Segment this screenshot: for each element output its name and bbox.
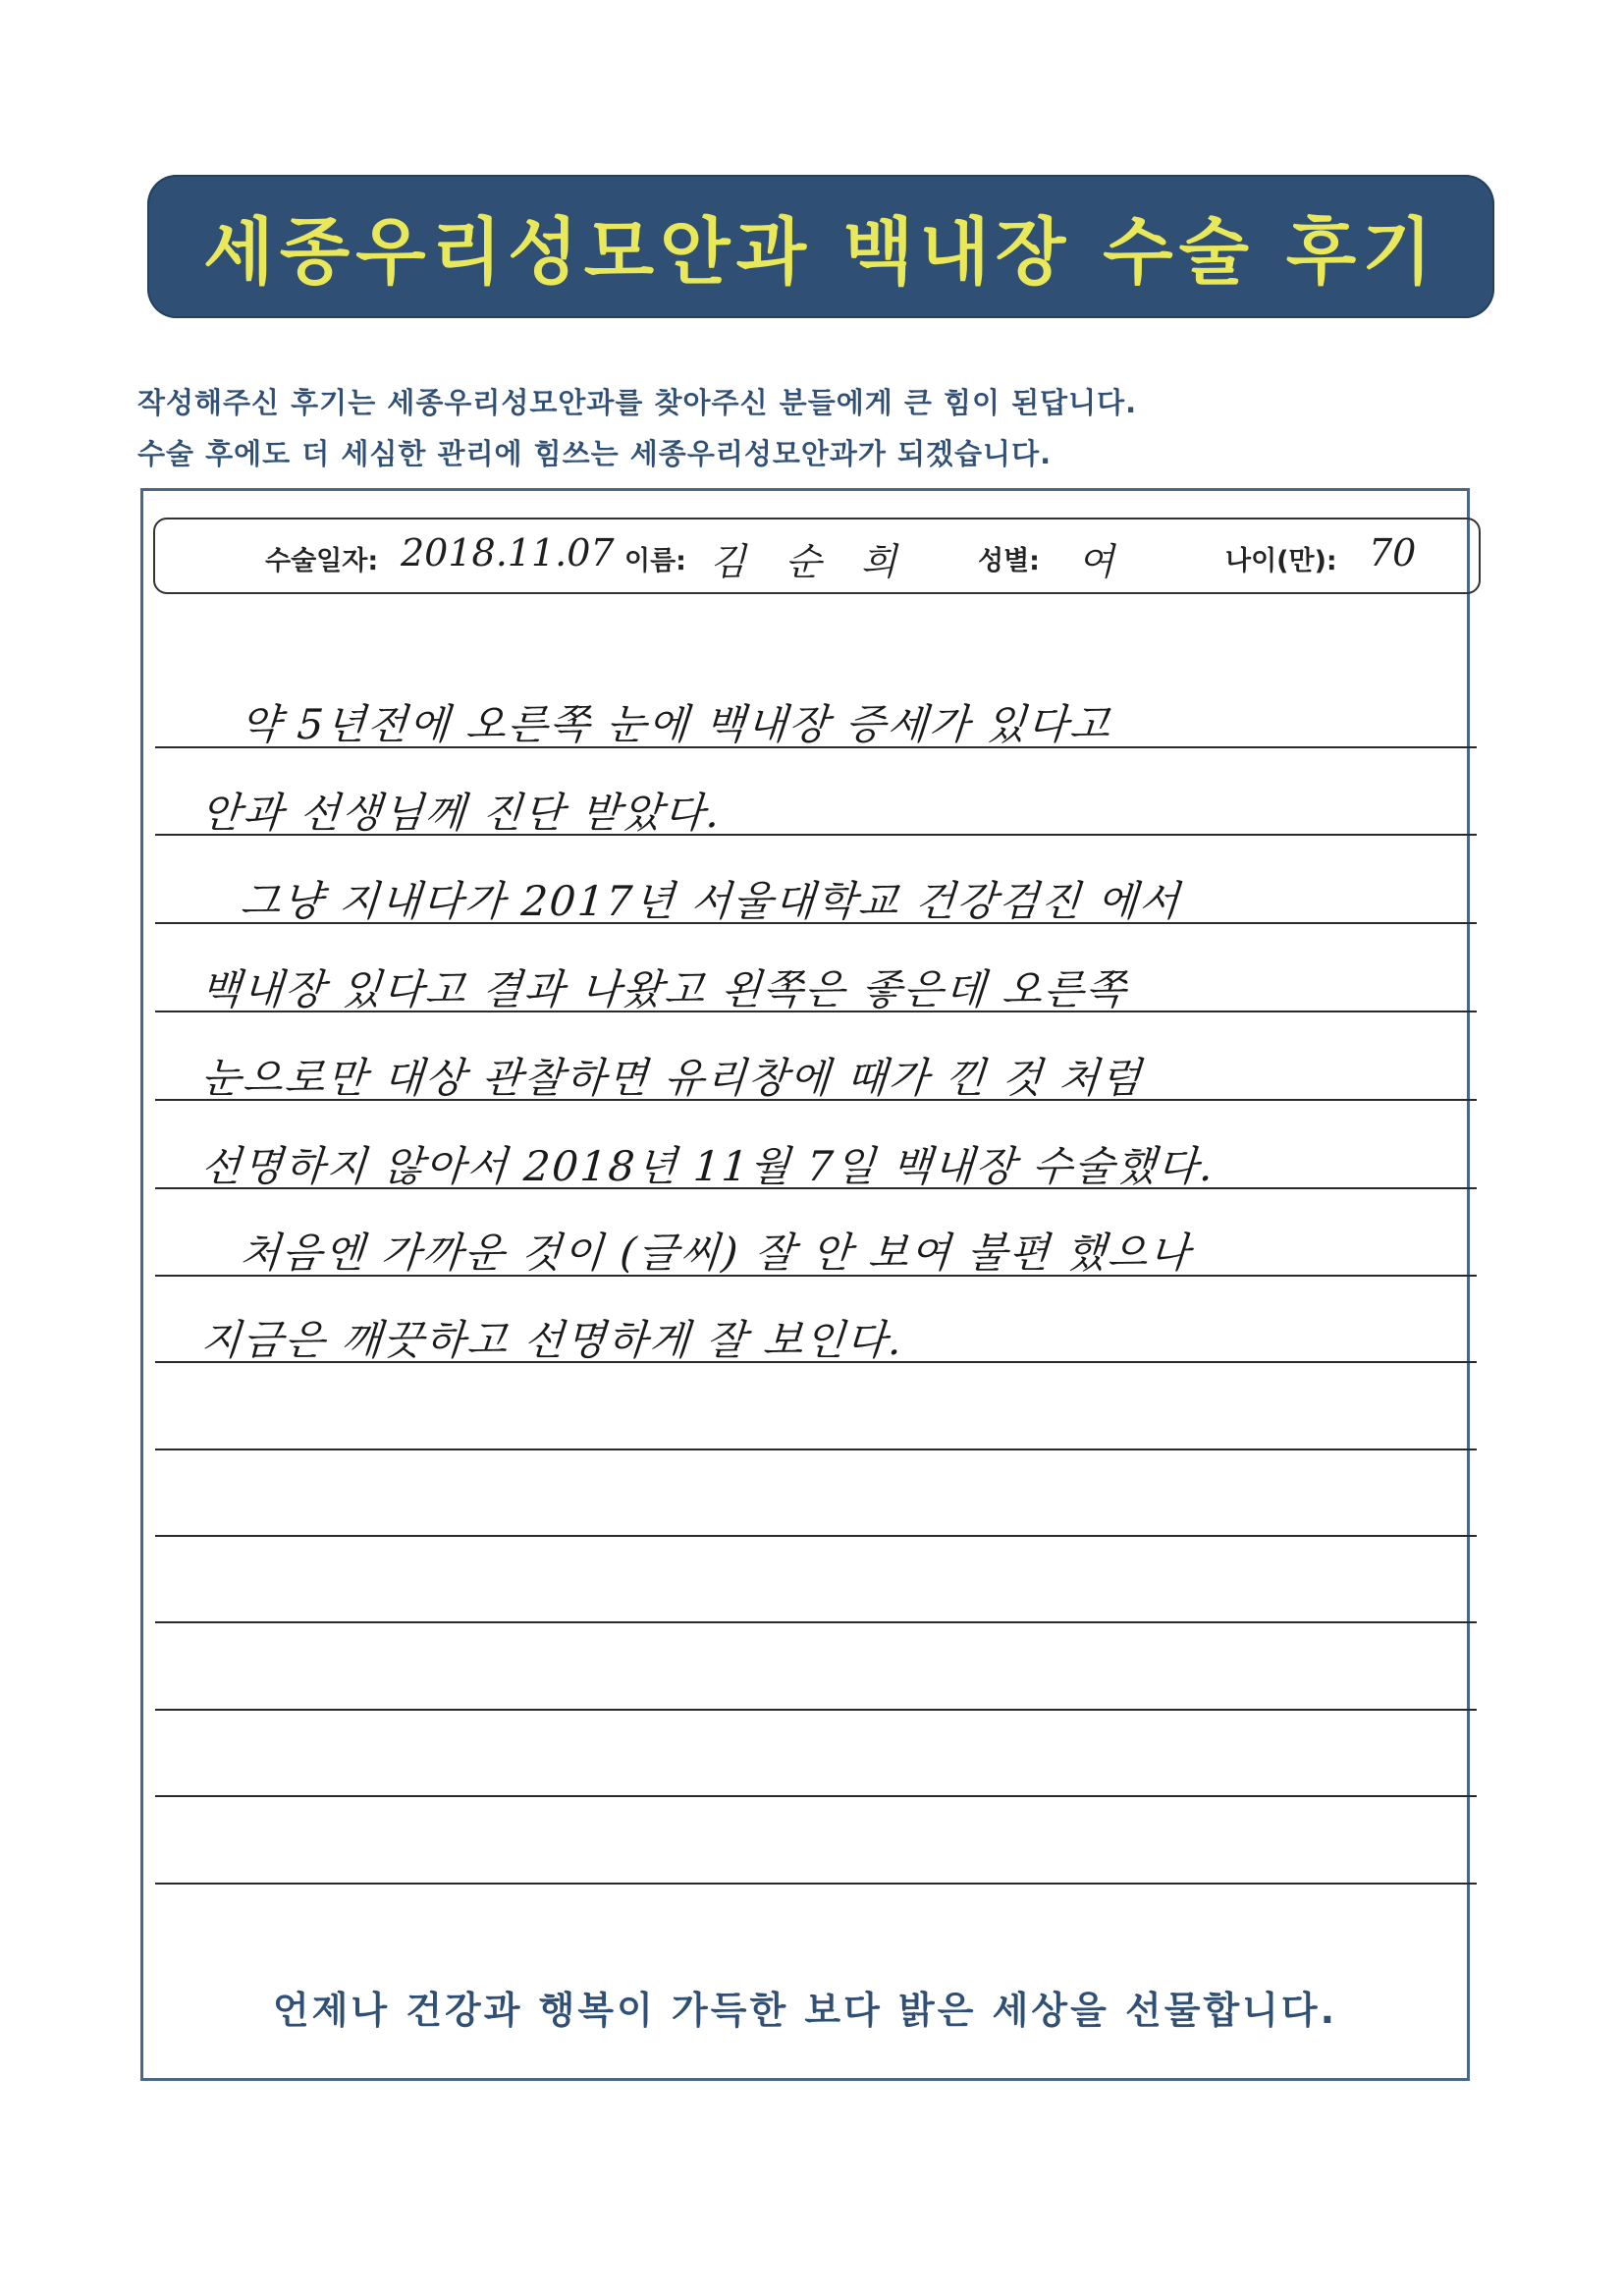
review-line-4: 백내장 있다고 결과 나왔고 왼쪽은 좋은데 오른쪽 <box>199 965 1130 1013</box>
writing-line <box>155 1449 1477 1450</box>
writing-line <box>155 1535 1477 1537</box>
name-label: 이름: <box>624 546 686 576</box>
intro-line-1: 작성해주신 후기는 세종우리성모안과를 찾아주신 분들에게 큰 힘이 된답니다. <box>137 386 1138 419</box>
review-line-2: 안과 선생님께 진단 받았다. <box>199 789 724 837</box>
writing-line <box>155 1361 1477 1363</box>
gender-value: 여 <box>1078 540 1114 583</box>
age-value: 70 <box>1369 531 1417 574</box>
footer-slogan: 언제나 건강과 행복이 가득한 보다 밝은 세상을 선물합니다. <box>272 1989 1338 2032</box>
review-line-6: 선명하지 않아서 2018년 11월 7일 백내장 수술했다. <box>199 1142 1217 1190</box>
patient-info-box <box>153 518 1481 594</box>
page-title: 세종우리성모안과 백내장 수술 후기 <box>203 210 1438 295</box>
review-line-1: 약 5년전에 오른쪽 눈에 백내장 증세가 있다고 <box>239 700 1113 748</box>
review-line-8: 지금은 깨끗하고 선명하게 잘 보인다. <box>199 1316 905 1364</box>
review-line-5: 눈으로만 대상 관찰하면 유리창에 때가 낀 것 처럼 <box>199 1054 1145 1102</box>
writing-line <box>155 1187 1477 1189</box>
review-line-7: 처음엔 가까운 것이 (글씨) 잘 안 보여 불편 했으나 <box>239 1229 1193 1277</box>
surgery-date-label: 수술일자: <box>265 546 379 576</box>
gender-label: 성별: <box>978 546 1040 576</box>
writing-line <box>155 834 1477 836</box>
writing-line <box>155 1795 1477 1797</box>
writing-line <box>155 1621 1477 1623</box>
writing-line <box>155 1883 1477 1885</box>
age-label: 나이(만): <box>1225 546 1337 576</box>
review-line-3: 그냥 지내다가 2017년 서울대학교 건강검진 에서 <box>239 877 1183 925</box>
surgery-date-value: 2018.11.07 <box>401 531 615 574</box>
intro-line-2: 수술 후에도 더 세심한 관리에 힘쓰는 세종우리성모안과가 되겠습니다. <box>137 437 1053 470</box>
writing-line <box>155 1709 1477 1711</box>
intro-text <box>137 377 1137 479</box>
title-banner <box>147 175 1494 318</box>
name-value: 김 순 희 <box>710 540 911 583</box>
writing-line <box>155 746 1477 748</box>
writing-line <box>155 1275 1477 1277</box>
writing-line <box>155 922 1477 924</box>
writing-line <box>155 1011 1477 1012</box>
writing-line <box>155 1099 1477 1101</box>
